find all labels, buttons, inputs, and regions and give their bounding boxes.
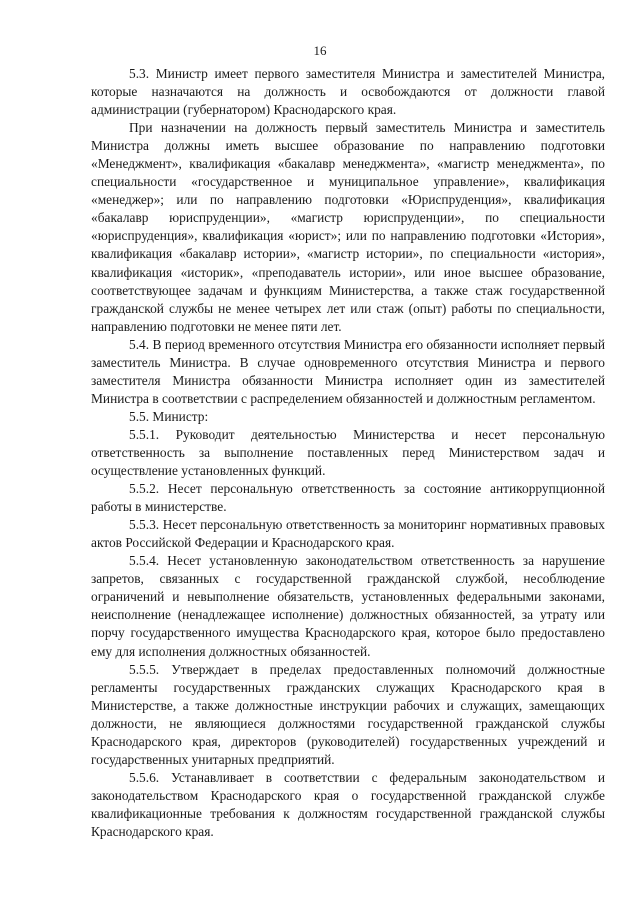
- paragraph-5-4: 5.4. В период временного отсутствия Министра его обязанности исполняет первый заместитель Министра. В случае одновременного отсутствия Министра и первого заместителя Министра обязанности Министра исполняет один из заместителей Министра в соответствии с распределением обязанностей и должностным регламентом.: [91, 336, 605, 406]
- paragraph-5-5-3: 5.5.3. Несет персональную ответственность за мониторинг нормативных правовых актов Российской Федерации и Краснодарского края.: [91, 517, 605, 551]
- paragraph-5-5: 5.5. Министр:: [129, 408, 209, 424]
- document-body: [91, 65, 605, 841]
- paragraph-5-5-5: 5.5.5. Утверждает в пределах предоставленных полномочий должностные регламенты государственных гражданских служащих Краснодарского края в Министерстве, а также должностные инструкции рабочих и служащих, замещающих должности, не являющиеся должностями государственной гражданской службы Краснодарского края, директоров (руководителей) государственных учреждений и государственных унитарных предприятий.: [91, 661, 605, 767]
- paragraph-5-5-1: 5.5.1. Руководит деятельностью Министерства и несет персональную ответственность за выполнение поставленных перед Министерством задач и осуществление установленных функций.: [91, 426, 605, 479]
- paragraph-5-5-6: 5.5.6. Устанавливает в соответствии с федеральным законодательством и законодательством Краснодарского края о государственной гражданской службе квалификационные требования к должностям государственной гражданской службы Краснодарского края.: [91, 769, 605, 839]
- paragraph-5-3: 5.3. Министр имеет первого заместителя Министра и заместителей Министра, которые назначаются на должность и освобождаются от должности главой администрации (губернатором) Краснодарского края.: [91, 66, 605, 118]
- page-number: 16: [313, 43, 327, 58]
- paragraph-5-5-4: 5.5.4. Несет установленную законодательством ответственность за нарушение запретов, связанных с государственной гражданской службой, несоблюдение ограничений и невыполнение обязательств, установленных федеральными законами, неисполнение (ненадлежащее исполнение) должностных обязанностей, за утрату или порчу государственного имущества Краснодарского края, которое было предоставлено ему для исполнения должностных обязанностей.: [91, 553, 605, 659]
- paragraph-5-5-2: 5.5.2. Несет персональную ответственность за состояние антикоррупционной работы в министерстве.: [91, 481, 605, 515]
- paragraph-appointment-requirements: При назначении на должность первый заместитель Министра и заместитель Министра должны иметь высшее образование по направлению подготовки «Менеджмент», квалификация «бакалавр менеджмента», «магистр менеджмента», по специальности «государственное и муниципальное управление», квалификация «менеджер»; или по направлению подготовки «Юриспруденция», квалификация «бакалавр юриспруденции», «магистр юриспруденции», по специальности «юриспруденция», квалификация «юрист»; или по направлению подготовки «История», квалификация «бакалавр истории», «магистр истории», по специальности «история», квалификация «историк», «преподаватель истории», или иное высшее образование, соответствующее задачам и функциям Министерства, а также стаж государственной гражданской службы не менее четырех лет или стаж (опыт) работы по специальности, направлению подготовки не менее пяти лет.: [91, 120, 605, 334]
